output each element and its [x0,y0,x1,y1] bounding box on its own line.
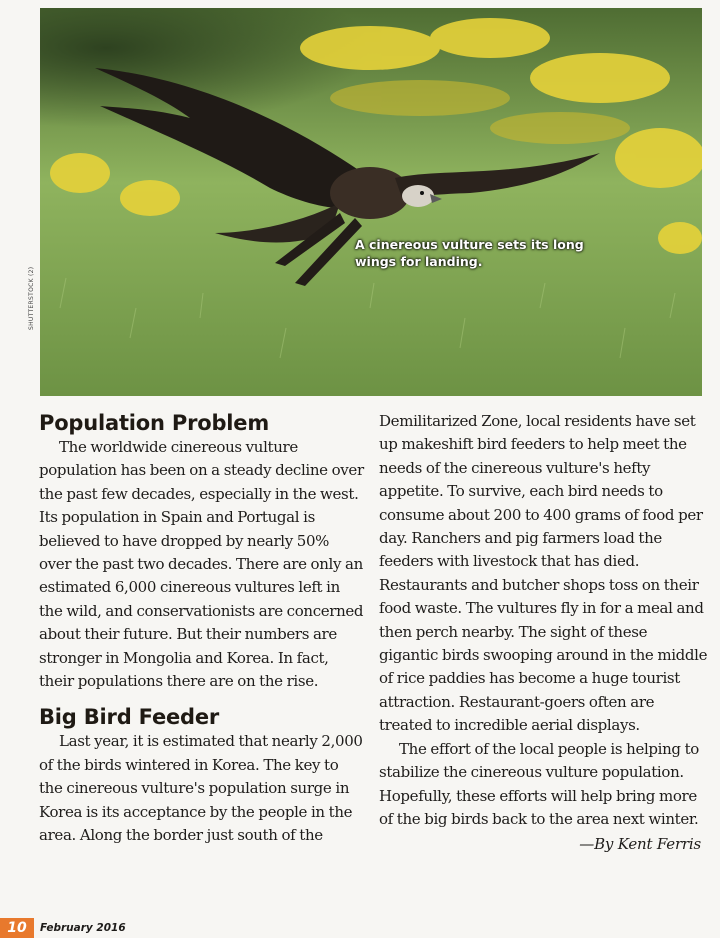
left-column [39,410,364,848]
right-column [379,410,709,855]
photo-caption: A cinereous vulture sets its long wings for landing. [355,237,584,269]
issue-date: February 2016 [40,922,126,934]
page-number: 10 [0,918,34,938]
paragraph-conclusion: The effort of the local people is helping to stabilize the cinereous vulture population. Hopefully, these efforts will help bring more of the big birds back to the area next winter. [379,739,699,828]
heading-population-problem: Population Problem [39,411,270,435]
vulture-photo [40,8,702,396]
paragraph-big-bird-feeder: Last year, it is estimated that nearly 2,000 of the birds wintered in Korea. The key to the cinereous vulture's population surge in Korea is its acceptance by the people in the area. Along the border just south of the [39,732,363,845]
photo-credit: SHUTTERSTOCK (2) [28,266,35,330]
paragraph-population-problem: The worldwide cinereous vulture population has been on a steady decline over the past few decades, especially in the west. Its population in Spain and Portugal is believed to have dropped by nearly 50% over the past two decades. There are only an estimated 6,000 cinereous vultures left in the wild, and conservationists are concerned about their future. But their numbers are stronger in Mongolia and Korea. In fact, their populations there are on the rise. [39,438,364,691]
paragraph-continued: Demilitarized Zone, local residents have set up makeshift bird feeders to help meet the needs of the cinereous vulture's hefty appetite. To survive, each bird needs to consume about 200 to 400 grams of food per day. Ranchers and pig farmers load the feeders with livestock that has died. Restaurants and butcher shops toss on their food waste. The vultures fly in for a meal and then perch nearby. The sight of these gigantic birds swooping around in the middle of rice paddies has become a huge tourist attraction. Restaurant-goers often are treated to incredible aerial displays. [379,412,708,735]
heading-big-bird-feeder: Big Bird Feeder [39,705,220,730]
vulture-photo-illustration [40,8,702,396]
byline: —By Kent Ferris [579,835,701,854]
page-footer [0,918,720,938]
